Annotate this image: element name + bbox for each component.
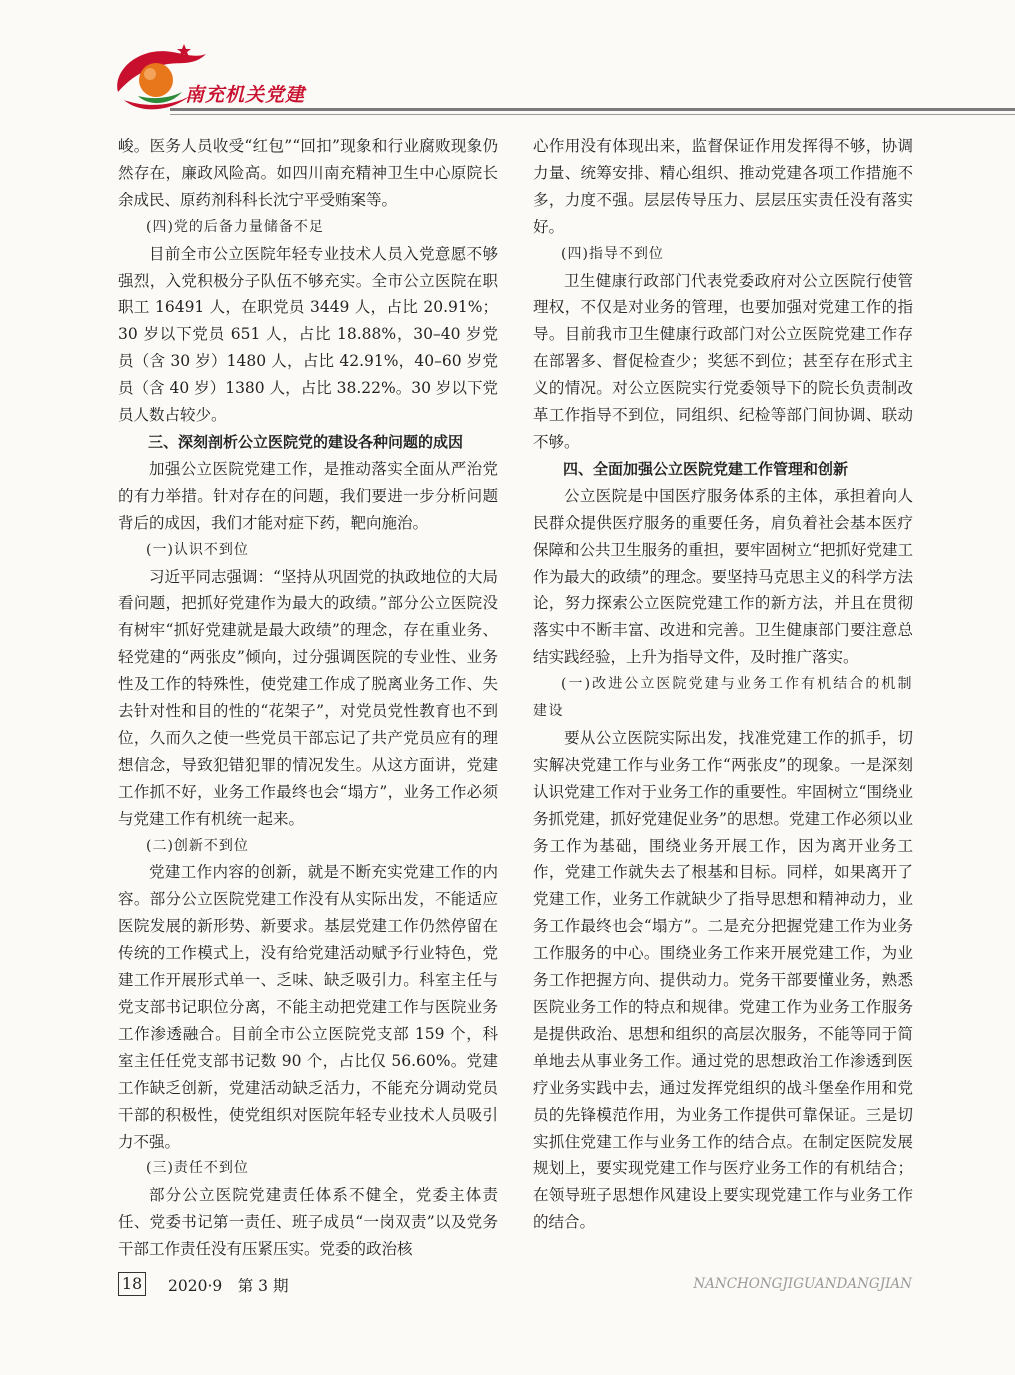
body-paragraph: 加强公立医院党建工作，是推动落实全面从严治党的有力举措。针对存在的问题，我们要进一步分析问题背后的成因，我们才能对症下药，靶向施治。	[118, 459, 498, 532]
section-heading: 四、全面加强公立医院党建工作管理和创新	[563, 459, 849, 478]
publication-name: 南充机关党建	[185, 84, 306, 106]
subsection-heading: (四)指导不到位	[561, 245, 664, 262]
subsection-heading: (一)认识不到位	[146, 541, 249, 558]
body-paragraph: 峻。医务人员收受“红包”“回扣”现象和行业腐败现象仍然存在，廉政风险高。如四川南充精神卫生中心原院长余成民、原药剂科科长沈宁平受贿案等。	[118, 137, 498, 209]
issue-info: 2020·9 第 3 期	[168, 1277, 289, 1295]
body-paragraph: 要从公立医院实际出发，找准党建工作的抓手，切实解决党建工作与业务工作“两张皮”的现象。一是深刻认识党建工作对于业务工作的重要性。牢固树立“围绕业务抓党建，抓好党建促业务”的思想。党建工作必须以业务工作为基础，围绕业务开展工作，因为离开业务工作，党建工作就失去了根基和目标。同样，如果离开了党建工作，业务工作就缺少了指导思想和精神动力，业务工作最终也会“塌方”。二是充分把握党建工作为业务工作服务的中心。围绕业务工作来开展党建工作，为业务工作把握方向、提供动力。党务干部要懂业务，熟悉医院业务工作的特点和规律。党建工作为业务工作服务是提供政治、思想和组织的高层次服务，不能等同于简单地去从事业务工作。通过党的思想政治工作渗透到医疗业务实践中去，通过发挥党组织的战斗堡垒作用和党员的先锋模范作用，为业务工作提供可靠保证。三是切实抓住党建工作与业务工作的结合点。在制定医院发展规划上，要实现党建工作与医疗业务工作的有机结合；在领导班子思想作风建设上要实现党建工作与业务工作的结合。	[533, 728, 913, 1232]
header-rule-thin	[170, 114, 1015, 115]
body-paragraph: 目前全市公立医院年轻专业技术人员入党意愿不够强烈，入党积极分子队伍不够充实。全市公立医院在职职工 16491 人，在职党员 3449 人，占比 20.91%；30 岁以下党员 651 人，占比 18.88%，30–40 岁党员（含 30 岁）1480 人，占比 42.91%，40–60 岁党员（含 40 岁）1380 人，占比 38.22%。30 岁以下党员人数占较少。	[118, 244, 498, 425]
page-header	[0, 0, 1015, 130]
body-paragraph: 卫生健康行政部门代表党委政府对公立医院行使管理权，不仅是对业务的管理，也要加强对党建工作的指导。目前我市卫生健康行政部门对公立医院党建工作存在部署多、督促检查少；奖惩不到位；甚至存在形式主义的情况。对公立医院实行党委领导下的院长负责制改革工作指导不到位，同组织、纪检等部门间协调、联动不够。	[533, 271, 913, 451]
right-column	[533, 133, 913, 1236]
subsection-heading: (四)党的后备力量储备不足	[146, 218, 324, 235]
body-paragraph: 党建工作内容的创新，就是不断充实党建工作的内容。部分公立医院党建工作没有从实际出发，不能适应医院发展的新形势、新要求。基层党建工作仍然停留在传统的工作模式上，没有给党建活动赋予行业特色，党建工作开展形式单一、乏味、缺乏吸引力。科室主任与党支部书记职位分离，不能主动把党建工作与医院业务工作渗透融合。目前全市公立医院党支部 159 个，科室主任任党支部书记数 90 个，占比仅 56.60%。党建工作缺乏创新，党建活动缺乏活力，不能充分调动党员干部的积极性，使党组织对医院年轻专业技术人员吸引力不强。	[118, 863, 498, 1151]
body-paragraph: 部分公立医院党建责任体系不健全，党委主体责任、党委书记第一责任、班子成员“一岗双责”以及党务干部工作责任没有压紧压实。党委的政治核	[118, 1186, 498, 1259]
subsection-heading: (一)改进公立医院党建与业务工作有机结合的机制建设	[533, 676, 913, 720]
page-number: 18	[118, 1272, 146, 1296]
body-paragraph: 习近平同志强调：“坚持从巩固党的执政地位的大局看问题，把抓好党建作为最大的政绩。”部分公立医院没有树牢“抓好党建就是最大政绩”的理念，存在重业务、轻党建的“两张皮”倾向，过分强调医院的专业性、业务性及工作的特殊性，使党建工作成了脱离业务工作、失去针对性和目的性的“花架子”，对党员党性教育也不到位，久而久之使一些党员干部忘记了共产党员应有的理想信念，导致犯错犯罪的情况发生。从这方面讲，党建工作抓不好，业务工作最终也会“塌方”，业务工作必须与党建工作有机统一起来。	[118, 567, 498, 828]
body-paragraph: 心作用没有体现出来，监督保证作用发挥得不够，协调力量、统筹安排、精心组织、推动党建各项工作措施不多，力度不强。层层传导压力、层层压实责任没有落实好。	[533, 137, 913, 236]
body-paragraph: 公立医院是中国医疗服务体系的主体，承担着向人民群众提供医疗服务的重要任务，肩负着社会基本医疗保障和公共卫生服务的重担，要牢固树立“把抓好党建工作为最大的政绩”的理念。要坚持马克思主义的科学方法论，努力探索公立医院党建工作的新方法，并且在贯彻落实中不断丰富、改进和完善。卫生健康部门要注意总结实践经验，上升为指导文件，及时推广落实。	[533, 486, 913, 667]
subsection-heading: (二)创新不到位	[146, 837, 249, 854]
subsection-heading: (三)责任不到位	[146, 1160, 249, 1177]
left-column	[118, 133, 498, 1263]
publication-latin-name: NANCHONGJIGUANDANGJIAN	[693, 1276, 912, 1292]
header-rule	[170, 108, 1015, 111]
section-heading: 三、深刻剖析公立医院党的建设各种问题的成因	[148, 432, 464, 451]
